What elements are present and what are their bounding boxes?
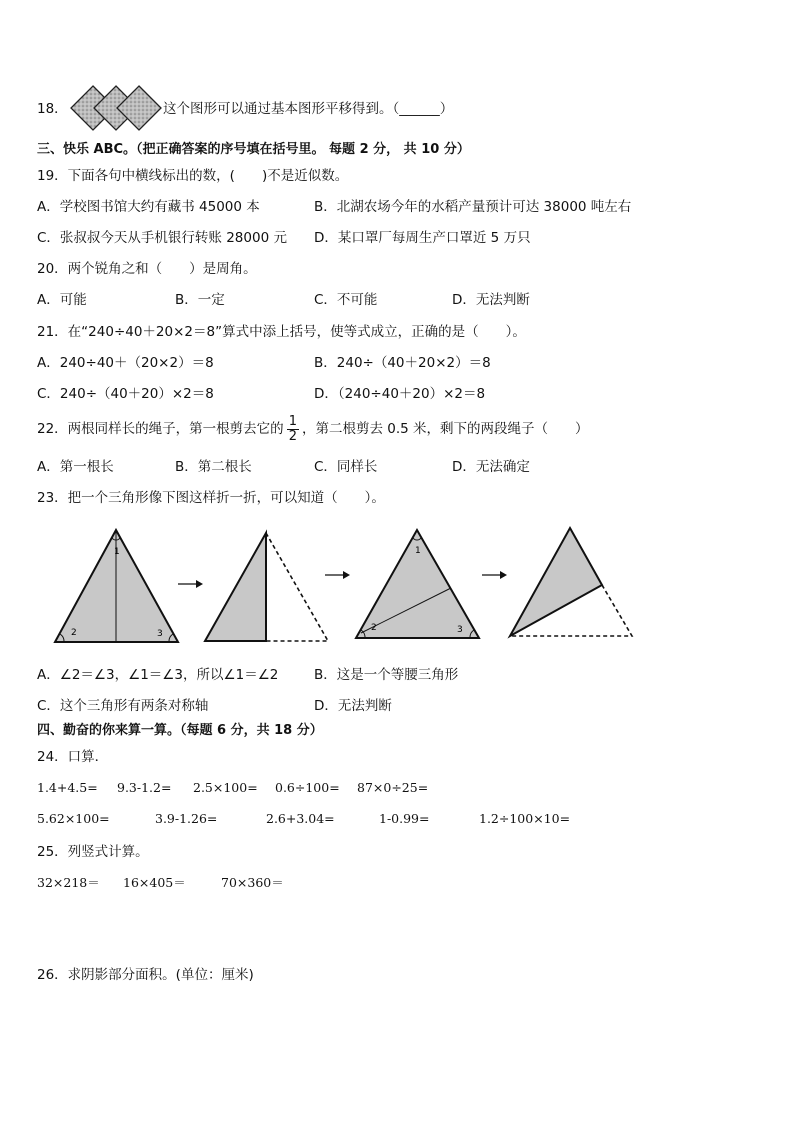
q20-option-b: B．一定 [175, 292, 225, 308]
q19-option-b: B．北湖农场今年的水稻产量预计可达 38000 吨左右 [314, 199, 632, 215]
q26-stem: 26．求阴影部分面积。(单位：厘米) [37, 967, 254, 983]
q22-stem-after: ，第二根剪去 0.5 米，剩下的两段绳子（ ） [301, 421, 589, 437]
q21-option-a: A．240÷40＋（20×2）＝8 [37, 355, 214, 371]
q23-triangle-1-label-1: 1 [114, 547, 120, 557]
q23-option-c: C．这个三角形有两条对称轴 [37, 698, 209, 714]
q23-triangle-4-folded-part [510, 528, 602, 636]
q23-option-b: B．这是一个等腰三角形 [314, 667, 459, 683]
q23-stem: 23．把一个三角形像下图这样折一折，可以知道（ ）。 [37, 490, 385, 506]
q22-stem-before: 22．两根同样长的绳子，第一根剪去它的 [37, 421, 284, 437]
q24-row1-item-4: 0.6÷100= [275, 780, 340, 795]
q20-option-c: C．不可能 [314, 292, 378, 308]
q21-option-d: D．（240÷40＋20）×2＝8 [314, 386, 486, 402]
q24-row1-item-3: 2.5×100= [193, 780, 258, 795]
q19-option-d: D．某口罩厂每周生产口罩近 5 万只 [314, 230, 531, 246]
q21-option-b: B．240÷（40＋20×2）＝8 [314, 355, 491, 371]
q23-option-a: A．∠2＝∠3，∠1＝∠3，所以∠1＝∠2 [37, 667, 279, 683]
q23-triangle-1-label-3: 3 [157, 629, 163, 639]
q24-row2-item-2: 3.9-1.26= [155, 811, 218, 826]
q24-row2-item-5: 1.2÷100×10= [479, 811, 571, 826]
q25-stem: 25．列竖式计算。 [37, 844, 149, 860]
q24-row2-item-3: 2.6+3.04= [266, 811, 335, 826]
q22-option-d: D．无法确定 [452, 459, 530, 475]
q18-number: 18． [37, 101, 68, 117]
q23-triangle-3-label-2: 2 [371, 623, 377, 633]
section3-title: 三、快乐 ABC。（把正确答案的序号填在括号里。 每题 2 分， 共 10 分） [37, 142, 470, 157]
q24-row1-item-2: 9.3-1.2= [117, 780, 172, 795]
q24-row2-item-4: 1-0.99= [379, 811, 430, 826]
q23-folding-figure [50, 525, 640, 647]
q23-triangle-1-label-2: 2 [71, 628, 77, 638]
q23-arrow-1-head [196, 580, 203, 588]
q20-option-d: D．无法判断 [452, 292, 530, 308]
q20-option-a: A．可能 [37, 292, 87, 308]
q21-option-c: C．240÷（40＋20）×2＝8 [37, 386, 214, 402]
q24-row1-item-5: 87×0÷25= [357, 780, 429, 795]
q22-fraction-denominator: 2 [288, 428, 297, 444]
q19-option-c: C．张叔叔今天从手机银行转账 28000 元 [37, 230, 287, 246]
q23-triangle-2-dashed-half [266, 533, 328, 641]
q19-option-a: A．学校图书馆大约有藏书 45000 本 [37, 199, 260, 215]
q20-stem: 20．两个锐角之和（ ）是周角。 [37, 261, 257, 277]
q24-row2-item-1: 5.62×100= [37, 811, 110, 826]
q18-figure [70, 85, 162, 131]
q18-text: 这个图形可以通过基本图形平移得到。（______） [163, 101, 454, 117]
q19-stem: 19．下面各句中横线标出的数，( )不是近似数。 [37, 168, 349, 184]
q23-arrow-3-head [500, 571, 507, 579]
q23-triangle-2-folded-half [205, 533, 266, 641]
section4-title: 四、勤奋的你来算一算。（每题 6 分，共 18 分） [37, 723, 323, 738]
q25-item-1: 32×218＝ [37, 875, 100, 890]
q18-rhombus-3 [117, 86, 161, 130]
q24-stem: 24．口算． [37, 749, 109, 765]
q23-triangle-3-label-1: 1 [415, 546, 421, 556]
q23-option-d: D．无法判断 [314, 698, 392, 714]
q23-arrow-2-head [343, 571, 350, 579]
q25-item-2: 16×405＝ [123, 875, 186, 890]
q22-stem [37, 414, 589, 444]
q21-stem: 21．在“240÷40＋20×2＝8”算式中添上括号，使等式成立，正确的是（ ）。 [37, 324, 526, 340]
q22-fraction [287, 415, 299, 444]
q22-option-c: C．同样长 [314, 459, 378, 475]
q22-fraction-numerator: 1 [288, 413, 297, 429]
q24-row1-item-1: 1.4+4.5= [37, 780, 98, 795]
q22-option-b: B．第二根长 [175, 459, 252, 475]
q23-triangle-3-label-3: 3 [457, 625, 463, 635]
q22-option-a: A．第一根长 [37, 459, 114, 475]
q25-item-3: 70×360＝ [221, 875, 284, 890]
